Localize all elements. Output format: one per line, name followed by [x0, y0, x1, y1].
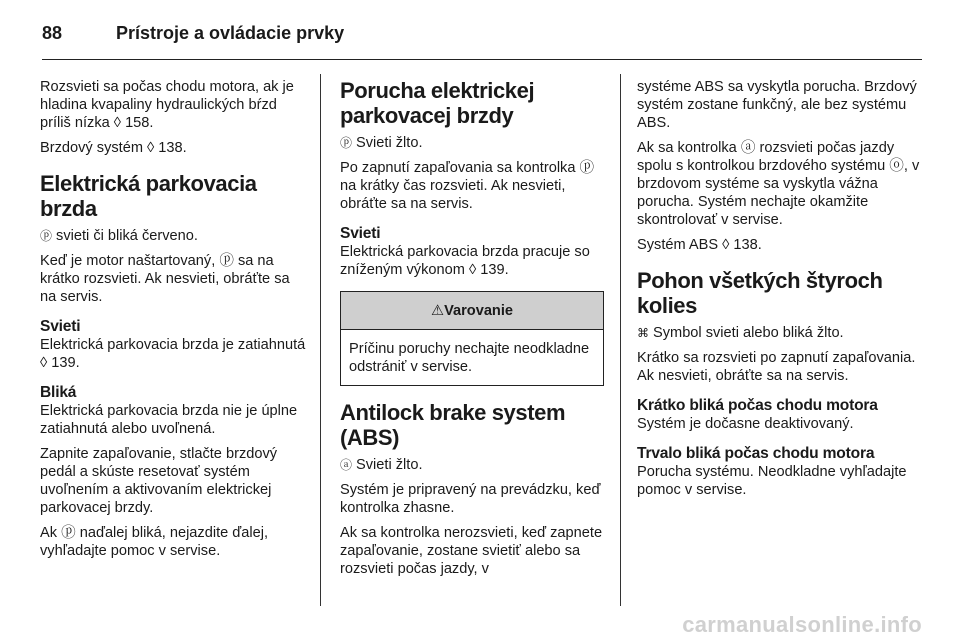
paragraph: ⓟ Svieti žlto. — [340, 135, 423, 151]
warning-header: ⚠Varovanie — [341, 292, 603, 330]
parking-brake-icon: ⓟ — [40, 229, 53, 243]
subheading: Trvalo bliká počas chodu motora — [637, 445, 875, 462]
paragraph: Systém je pripravený na prevádzku, keď kontrolka zhasne. — [340, 482, 601, 516]
paragraph: ⌘ Symbol svieti alebo bliká žlto. — [637, 325, 844, 341]
column-3 — [637, 78, 922, 506]
paragraph: Brzdový systém ◊ 138. — [40, 140, 187, 156]
section-heading: Pohon všetkých štyroch kolies — [637, 268, 883, 318]
paragraph: Elektrická parkovacia brzda je zatiahnutá ◊ 139. — [40, 337, 306, 371]
paragraph: Krátko sa rozsvieti po zapnutí zapaľovania. Ak nesvieti, obráťte sa na servis. — [637, 350, 916, 384]
paragraph: Ak sa kontrolka ⓐ rozsvieti počas jazdy spolu s kontrolkou brzdového systému ⓞ, v brzdovom systéme sa vyskytla vážna porucha. Systém nechajte okamžite skontrolovať v servise. — [637, 140, 920, 228]
column-2 — [340, 78, 604, 585]
paragraph: Systém ABS ◊ 138. — [637, 237, 762, 253]
paragraph: systéme ABS sa vyskytla porucha. Brzdový systém zostane funkčný, ale bez systému ABS. — [637, 79, 917, 131]
section-heading: Antilock brake system (ABS) — [340, 400, 566, 450]
paragraph: Po zapnutí zapaľovania sa kontrolka ⓟ na krátky čas rozsvieti. Ak nesvieti, obráťte sa na servis. — [340, 160, 595, 212]
warning-triangle-icon: ⚠ — [430, 303, 445, 319]
section-heading: Elektrická parkovacia brzda — [40, 171, 257, 221]
section-heading: Porucha elektrickej parkovacej brzdy — [340, 78, 535, 128]
paragraph: Rozsvieti sa počas chodu motora, ak je hladina kvapaliny hydraulických bŕzd príliš nízka ◊ 158. — [40, 79, 294, 131]
subheading: Svieti — [40, 318, 81, 335]
column-divider — [620, 74, 621, 606]
page-title: Prístroje a ovládacie prvky — [116, 22, 345, 43]
paragraph: Systém je dočasne deaktivovaný. — [637, 416, 854, 432]
subheading: Krátko bliká počas chodu motora — [637, 397, 878, 414]
page-header — [42, 18, 918, 48]
paragraph: Ak sa kontrolka nerozsvieti, keď zapnete zapaľovanie, zostane svietiť alebo sa rozsvieti počas jazdy, v — [340, 525, 603, 577]
parking-brake-warning-icon: ⓟ — [340, 136, 353, 150]
paragraph: Keď je motor naštartovaný, ⓟ sa na krátko rozsvieti. Ak nesvieti, obráťte sa na servis. — [40, 253, 290, 305]
paragraph: Ak ⓟ naďalej bliká, nejazdite ďalej, vyhľadajte pomoc v servise. — [40, 525, 269, 559]
paragraph: ⓟ svieti či bliká červeno. — [40, 228, 198, 244]
paragraph: Elektrická parkovacia brzda nie je úplne zatiahnutá alebo uvoľnená. — [40, 403, 298, 437]
warning-box — [340, 291, 604, 386]
subheading: Svieti — [340, 225, 381, 242]
awd-icon: ⌘ — [637, 326, 649, 340]
column-divider — [320, 74, 321, 606]
paragraph: Elektrická parkovacia brzda pracuje so zníženým výkonom ◊ 139. — [340, 244, 590, 278]
paragraph: Porucha systému. Neodkladne vyhľadajte pomoc v servise. — [637, 464, 907, 498]
paragraph: ⓐ Svieti žlto. — [340, 457, 423, 473]
warning-text: Príčinu poruchy nechajte neodkladne odstrániť v servise. — [349, 341, 590, 375]
header-rule — [42, 59, 922, 60]
column-1 — [40, 78, 308, 567]
page-number: 88 — [42, 22, 63, 43]
paragraph: Zapnite zapaľovanie, stlačte brzdový pedál a skúste resetovať systém uvoľnením a aktivovaním elektrickej parkovacej brzdy. — [40, 446, 278, 516]
abs-icon: ⓐ — [340, 458, 353, 472]
subheading: Bliká — [40, 384, 77, 401]
watermark: carmanualsonline.info — [682, 612, 922, 637]
